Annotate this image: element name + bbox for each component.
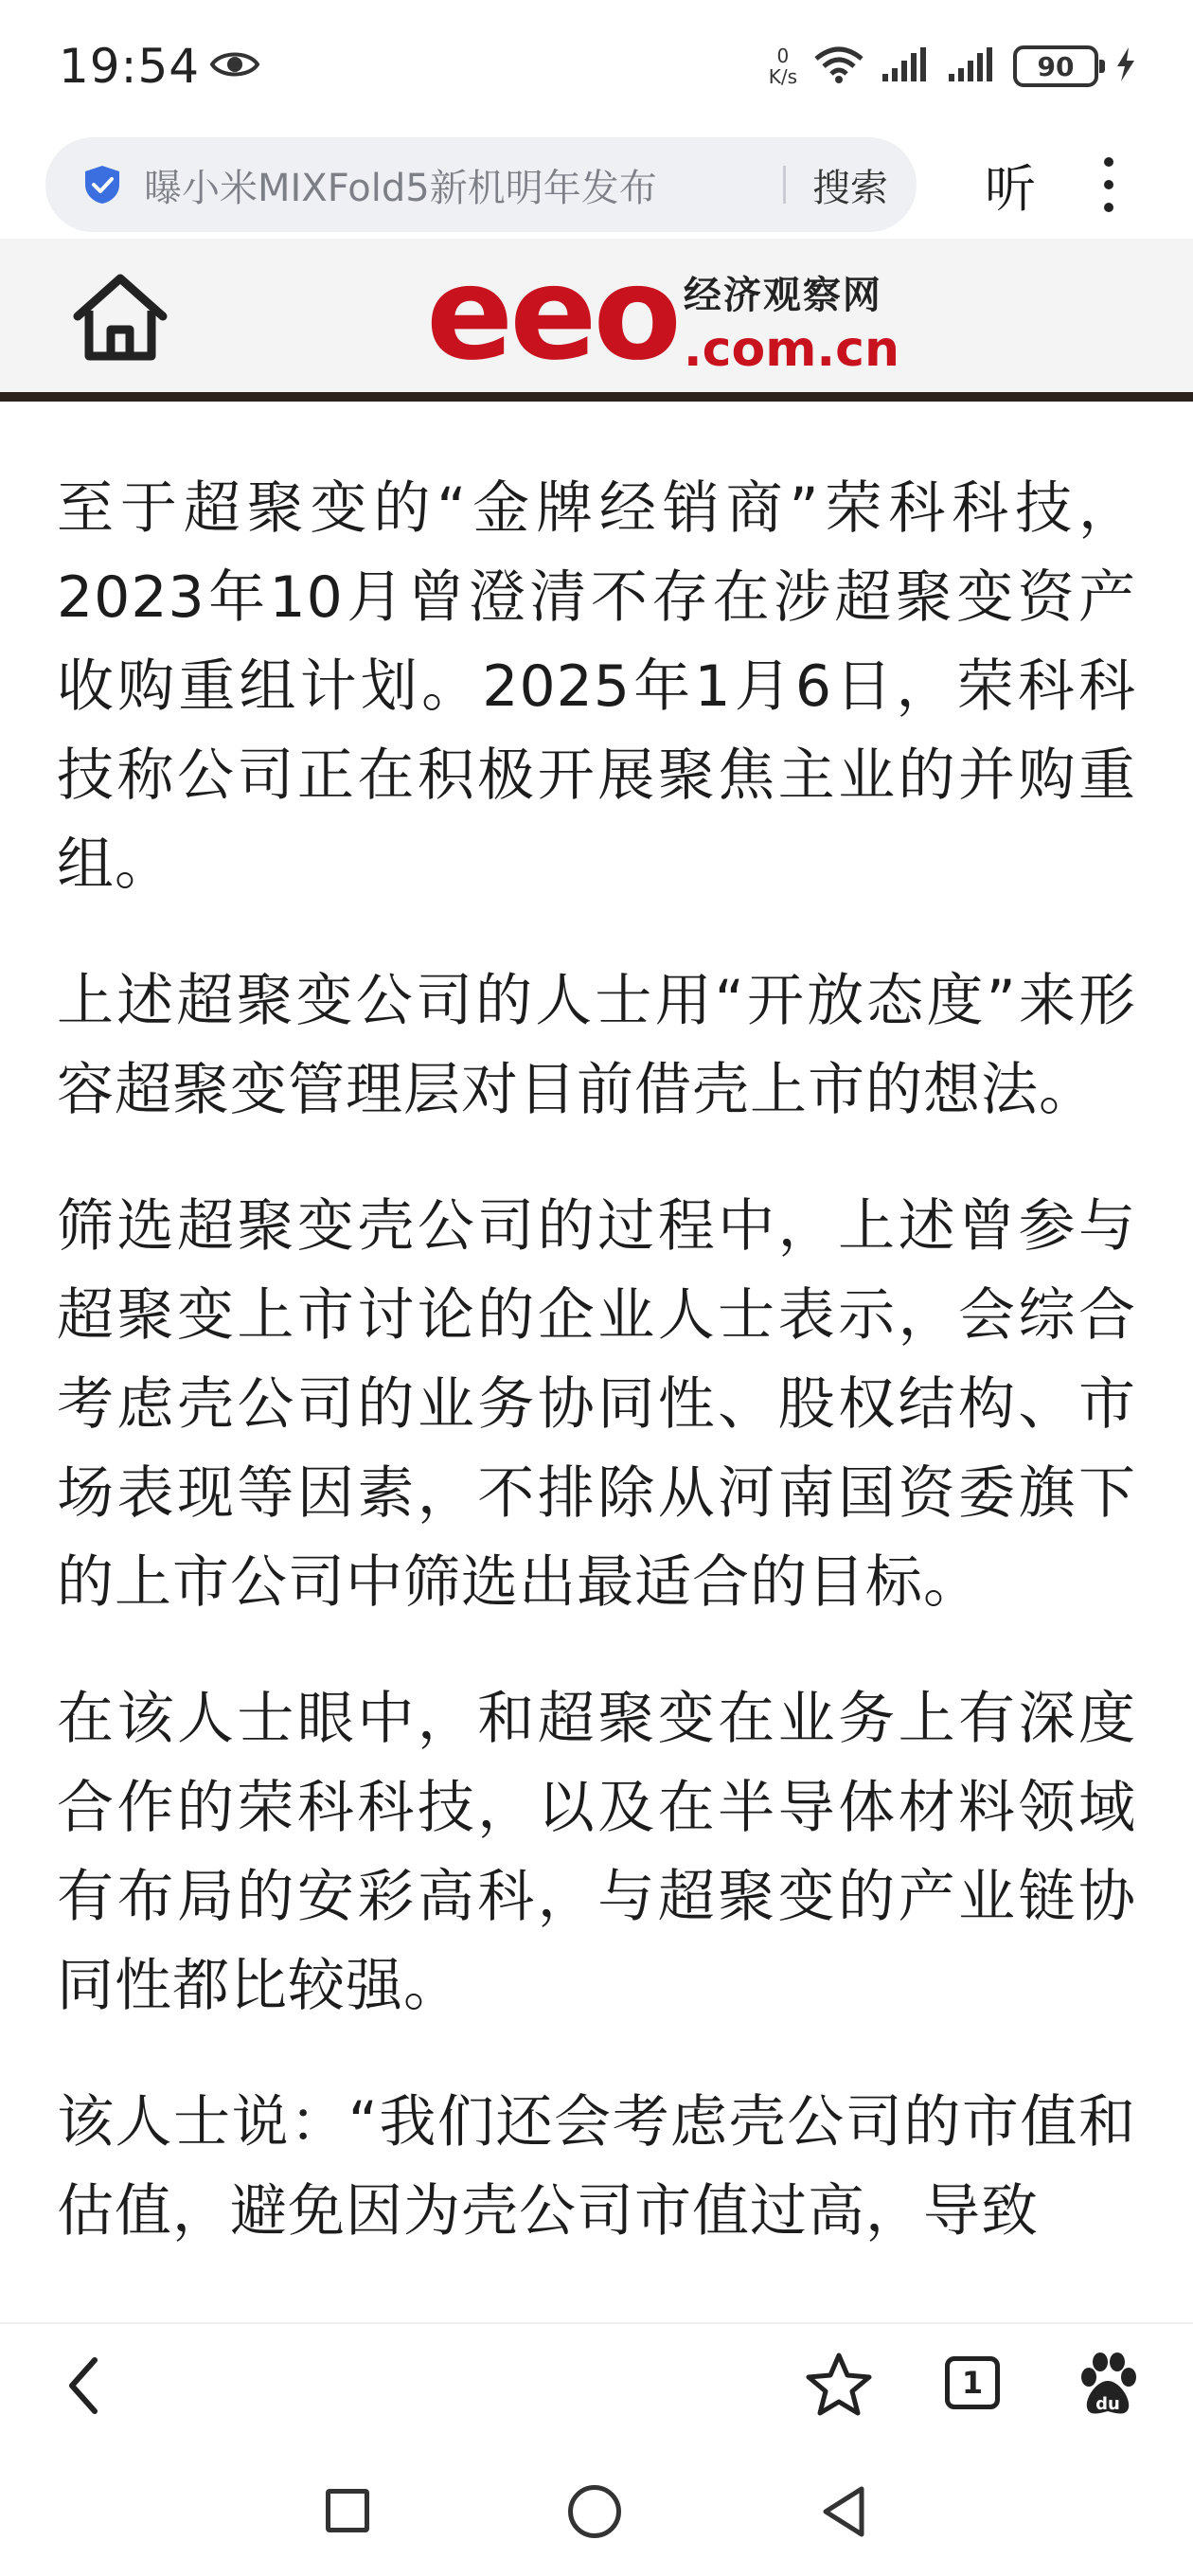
chevron-left-icon[interactable] <box>53 2352 119 2419</box>
article-paragraph: 上述超聚变公司的人士用“开放态度”来形容超聚变管理层对目前借壳上市的想法。 <box>57 968 1136 1123</box>
wifi-icon <box>814 45 864 87</box>
home-icon[interactable] <box>68 269 172 367</box>
article-paragraph: 在该人士眼中，和超聚变在业务上有深度合作的荣科科技，以及在半导体材料领域有布局的安彩高科，与超聚变的产业链协同性都比较强。 <box>57 1686 1136 2019</box>
article-body <box>57 464 1136 2320</box>
logo-eeo: eeo <box>426 240 678 389</box>
status-left <box>59 39 260 94</box>
more-dot <box>1104 203 1113 212</box>
signal-icon <box>881 45 930 87</box>
search-button[interactable]: 搜索 <box>812 166 888 210</box>
battery-indicator <box>1013 45 1098 87</box>
logo-right <box>684 258 899 376</box>
battery-level: 90 <box>1037 50 1075 82</box>
more-menu-button[interactable] <box>1104 157 1113 212</box>
system-nav-bar <box>0 2449 1193 2576</box>
tab-count: 1 <box>961 2365 984 2401</box>
back-triangle-icon[interactable] <box>816 2483 873 2540</box>
site-header <box>0 239 1193 396</box>
logo-domain: .com.cn <box>683 321 900 378</box>
logo-chinese-name: 经济观察网 <box>683 273 882 317</box>
article-paragraph: 筛选超聚变壳公司的过程中，上述曾参与超聚变上市讨论的企业人士表示，会综合考虑壳公司的业务协同性、股权结构、市场表现等因素，不排除从河南国资委旗下的上市公司中筛选出最适合的目标。 <box>57 1193 1136 1616</box>
net-speed-value: 0 <box>776 45 790 67</box>
header-divider <box>0 392 1193 402</box>
signal-icon <box>947 45 996 87</box>
star-icon[interactable] <box>805 2351 873 2419</box>
article-paragraph: 该人士说：“我们还会考虑壳公司的市值和估值，避免因为壳公司市值过高，导致 <box>57 2089 1136 2245</box>
browser-address-bar <box>0 133 1193 237</box>
listen-button[interactable]: 听 <box>985 158 1036 219</box>
url-bar[interactable] <box>45 137 917 232</box>
net-speed <box>769 45 797 87</box>
article-paragraph: 至于超聚变的“金牌经销商”荣科科技，2023年10月曾澄清不存在涉超聚变资产收购重组计划。2025年1月6日，荣科科技称公司正在积极开展聚焦主业的并购重组。 <box>57 475 1136 898</box>
status-right <box>769 45 1136 87</box>
more-dot <box>1104 157 1113 167</box>
svg-text:du: du <box>1095 2394 1120 2414</box>
url-text[interactable]: 曝小米MIXFold5新机明年发布 <box>144 166 657 210</box>
home-button[interactable] <box>568 2485 621 2538</box>
eye-icon <box>209 48 260 84</box>
tabs-button[interactable] <box>945 2356 1000 2409</box>
shield-check-icon <box>81 164 123 206</box>
recents-button[interactable] <box>326 2489 369 2532</box>
status-bar <box>0 0 1193 133</box>
more-dot <box>1104 180 1113 189</box>
charging-icon <box>1115 45 1136 87</box>
browser-bottom-toolbar <box>0 2322 1193 2445</box>
site-logo[interactable] <box>426 240 900 389</box>
url-divider <box>783 166 786 204</box>
baidu-paw-icon[interactable] <box>1072 2349 1144 2421</box>
net-speed-unit: K/s <box>768 65 797 88</box>
clock: 19:54 <box>59 39 201 94</box>
